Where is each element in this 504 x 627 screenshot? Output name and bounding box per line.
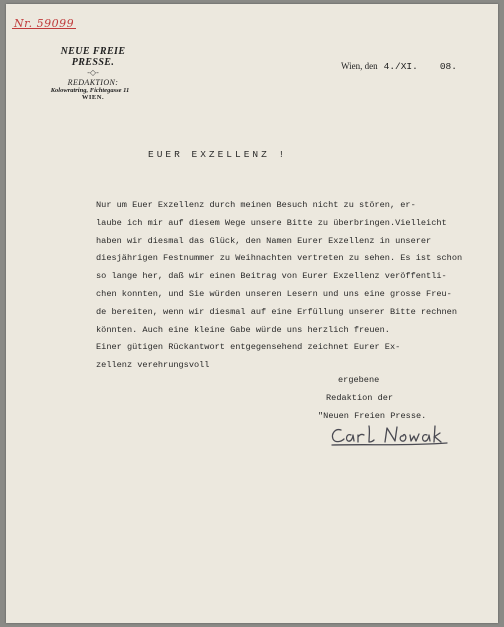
body-line: zellenz verehrungsvoll [96,360,210,371]
date-place: Wien, den [341,61,378,71]
body-line: Einer gütigen Rückantwort entgegensehend zeichnet Eurer Ex- [96,342,401,353]
letter-page [6,4,498,623]
body-line: so lange her, daß wir einen Beitrag von Eurer Exzellenz veröffentli- [96,271,447,282]
body-line: laube ich mir auf diesem Wege unsere Bitte zu überbringen.Vielleicht [96,217,447,228]
letterhead [38,46,148,101]
handwritten-signature [329,422,469,448]
letter-body [96,197,476,375]
date-day-month: 4./XI. [383,61,418,72]
closing-block [318,371,427,425]
body-line: de bereiten, wenn wir diesmal auf eine Erfüllung unserer Bitte rechnen [96,306,457,317]
body-line: haben wir diesmal das Glück, den Namen Eurer Exzellenz in unserer [96,235,432,246]
closing-line: Redaktion der [326,393,394,403]
street-address: Kolowratring, Fichtegasse 11 [50,87,130,94]
letter-date [341,61,457,72]
date-year: 08. [439,61,457,72]
department-label: REDAKTION: [67,78,119,87]
city-label: WIEN. [81,94,105,101]
archive-number-stamp: Nr. 59099 [14,17,75,30]
body-line: chen konnten, und Sie würden unseren Lesern und uns eine grosse Freu- [96,288,452,299]
body-line: könnten. Auch eine kleine Gabe würde uns herzlich freuen. [96,324,390,335]
salutation: EUER EXZELLENZ ! [148,149,288,160]
closing-line: ergebene [338,375,380,385]
body-line: Nur um Euer Exzellenz durch meinen Besuch nicht zu stören, er- [96,200,416,210]
body-line: diesjährigen Festnummer zu Weihnachten vertreten zu sehen. Es ist schon [96,253,463,264]
closing-line: "Neuen Freien Presse. [318,411,427,421]
newspaper-title: NEUE FREIE PRESSE. [60,46,126,68]
ornament-icon: -◇- [87,68,99,77]
